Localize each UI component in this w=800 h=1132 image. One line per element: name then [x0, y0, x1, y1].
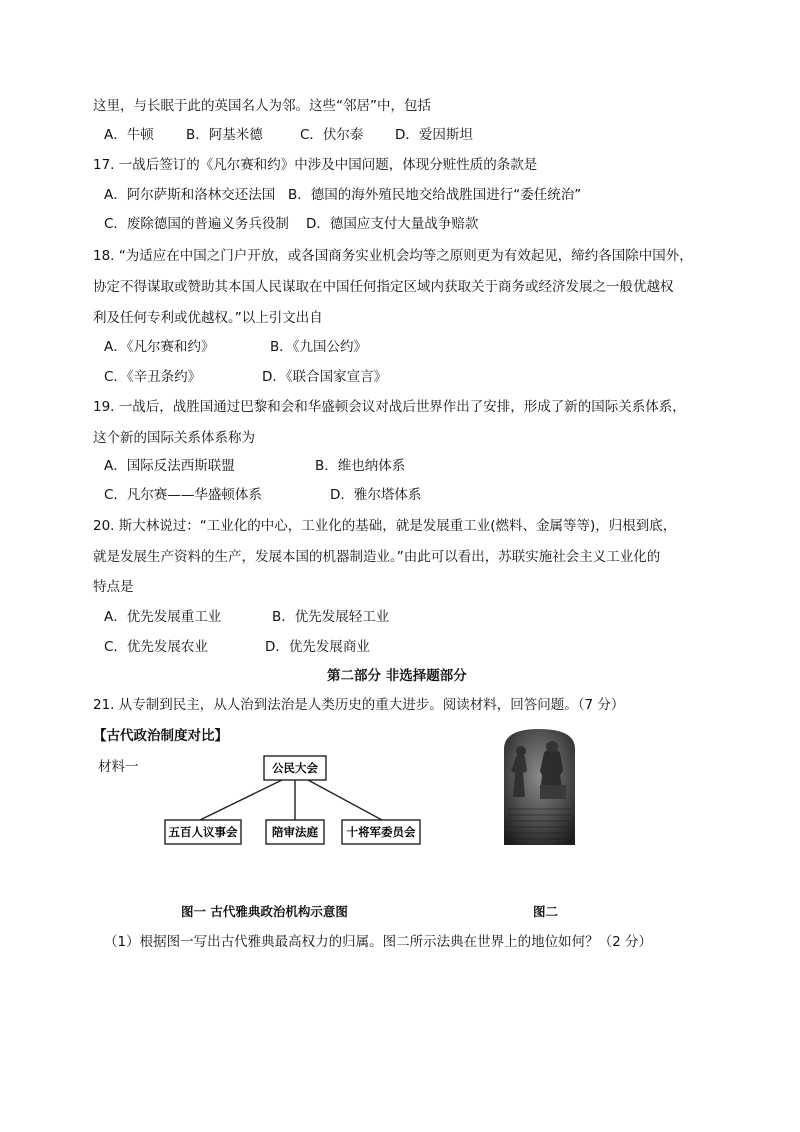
- q18-option-c: C．《辛丑条约》: [104, 369, 202, 385]
- q18-option-a: A．《凡尔赛和约》: [104, 339, 215, 355]
- diagram-connector-left: [200, 780, 282, 820]
- section-heading: 第二部分 非选择题部分: [327, 668, 467, 684]
- q16-option-c: C．伏尔泰: [300, 127, 364, 143]
- q18-stem-3: 利及任何专利或优越权。”以上引文出自: [93, 310, 323, 326]
- diagram-label-council: 五百人议事会: [168, 825, 238, 839]
- material-label: 材料一: [98, 759, 139, 775]
- q20-option-a: A．优先发展重工业: [104, 609, 222, 625]
- q17-option-d: D．德国应支付大量战争赔款: [306, 216, 479, 232]
- q19-option-b: B．维也纳体系: [315, 458, 406, 474]
- q19-option-c: C．凡尔赛——华盛顿体系: [104, 487, 262, 503]
- q16-option-a: A．牛顿: [104, 127, 154, 143]
- q16-option-d: D．爱因斯坦: [395, 127, 473, 143]
- material-subheading: 【古代政治制度对比】: [93, 728, 228, 744]
- q17-option-a: A．阿尔萨斯和洛林交还法国: [104, 187, 276, 203]
- q17-option-c: C．废除德国的普遍义务兵役制: [104, 216, 289, 232]
- q19-option-a: A．国际反法西斯联盟: [104, 458, 235, 474]
- q18-option-d: D．《联合国家宣言》: [262, 369, 388, 385]
- q17-stem: 17. 一战后签订的《凡尔赛和约》中涉及中国问题，体现分赃性质的条款是: [93, 157, 538, 173]
- hammurabi-code-stele-image: [496, 727, 583, 845]
- q16-stem-tail: 这里，与长眠于此的英国名人为邻。这些“邻居”中，包括: [93, 98, 431, 114]
- q20-stem-1: 20. 斯大林说过：“工业化的中心，工业化的基础，就是发展重工业(燃料、金属等等)，归根到底，: [93, 518, 677, 534]
- q19-option-d: D．雅尔塔体系: [330, 487, 422, 503]
- q17-option-b: B．德国的海外殖民地交给战胜国进行“委任统治”: [288, 187, 582, 203]
- q19-stem-2: 这个新的国际关系体系称为: [93, 430, 255, 446]
- q19-stem-1: 19. 一战后，战胜国通过巴黎和会和华盛顿会议对战后世界作出了安排，形成了新的国际关系体系，: [93, 399, 686, 415]
- q20-stem-3: 特点是: [93, 579, 134, 595]
- figure2-caption: 图二: [533, 904, 559, 919]
- q20-option-c: C．优先发展农业: [104, 639, 208, 655]
- q20-option-d: D．优先发展商业: [265, 639, 370, 655]
- q16-option-b: B．阿基米德: [186, 127, 263, 143]
- diagram-label-assembly: 公民大会: [272, 761, 318, 775]
- diagram-label-court: 陪审法庭: [272, 825, 318, 839]
- diagram-connector-right: [308, 780, 382, 820]
- q21-stem: 21. 从专制到民主，从人治到法治是人类历史的重大进步。阅读材料，回答问题。（7 分）: [93, 697, 625, 713]
- q18-stem-2: 协定不得谋取或赞助其本国人民谋取在中国任何指定区域内获取关于商务或经济发展之一般优越权: [93, 279, 674, 295]
- diagram-label-generals: 十将军委员会: [346, 825, 416, 839]
- q20-stem-2: 就是发展生产资料的生产，发展本国的机器制造业。”由此可以看出，苏联实施社会主义工业化的: [93, 549, 661, 565]
- q18-stem-1: 18. “为适应在中国之门户开放，或各国商务实业机会均等之原则更为有效起见，缔约各国除中国外，: [93, 248, 693, 264]
- q21-subquestion-1: （1）根据图一写出古代雅典最高权力的归属。图二所示法典在世界上的地位如何？（2 分）: [104, 934, 652, 950]
- athens-institution-diagram: [150, 752, 440, 852]
- figure1-caption: 图一 古代雅典政治机构示意图: [181, 904, 348, 919]
- q18-option-b: B．《九国公约》: [270, 339, 368, 355]
- q20-option-b: B．优先发展轻工业: [272, 609, 390, 625]
